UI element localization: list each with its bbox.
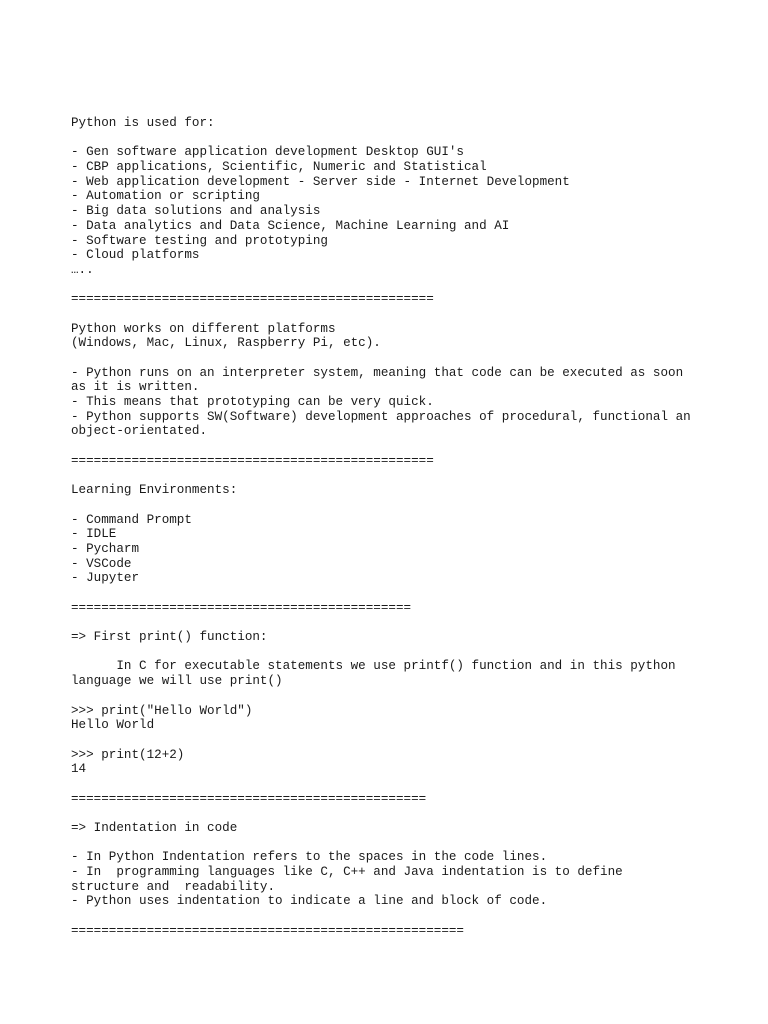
blank-line	[71, 645, 731, 660]
blank-line	[71, 469, 731, 484]
text-line: - Command Prompt	[71, 512, 192, 527]
text-line: - Python supports SW(Software) development approaches of procedural, functional an	[71, 409, 691, 424]
text-line: object-orientated.	[71, 424, 208, 439]
text-line: - Cloud platforms	[71, 248, 200, 263]
text-line: - In programming languages like C, C++ and Java indentation is to define	[71, 865, 623, 880]
blank-line	[71, 689, 731, 704]
text-line: - Big data solutions and analysis	[71, 204, 321, 219]
text-line: =============================================	[71, 600, 412, 615]
blank-line	[71, 806, 731, 821]
blank-line	[71, 351, 731, 366]
text-line: >>> print(12+2)	[71, 747, 185, 762]
text-line: ================================================	[71, 453, 434, 468]
text-line: …..	[71, 262, 94, 277]
text-line: - Python runs on an interpreter system, meaning that code can be executed as soon	[71, 365, 684, 380]
text-line: - CBP applications, Scientific, Numeric and Statistical	[71, 160, 487, 175]
text-line: In C for executable statements we use printf() function and in this python	[71, 659, 676, 674]
blank-line	[71, 498, 731, 513]
text-line: => Indentation in code	[71, 821, 238, 835]
blank-line	[71, 836, 731, 851]
text-line: (Windows, Mac, Linux, Raspberry Pi, etc).	[71, 336, 381, 351]
text-line: - Automation or scripting	[71, 189, 260, 204]
text-line: - Pycharm	[71, 541, 140, 556]
blank-line	[71, 131, 731, 146]
text-line: - Jupyter	[71, 571, 140, 586]
text-line: 14	[71, 762, 87, 777]
blank-line	[71, 777, 731, 792]
document-text	[71, 116, 731, 939]
text-line: - Python uses indentation to indicate a line and block of code.	[71, 894, 548, 909]
text-line: ================================================	[71, 292, 434, 307]
text-line: - Software testing and prototyping	[71, 233, 328, 248]
blank-line	[71, 909, 731, 924]
text-line: Hello World	[71, 718, 155, 733]
blank-line	[71, 586, 731, 601]
text-line: ====================================================	[71, 923, 464, 938]
blank-line	[71, 733, 731, 748]
text-line: Python works on different platforms	[71, 321, 336, 336]
blank-line	[71, 307, 731, 322]
text-line: - Gen software application development Desktop GUI's	[71, 145, 464, 160]
text-line: - VSCode	[71, 556, 132, 571]
blank-line	[71, 278, 731, 293]
blank-line	[71, 615, 731, 630]
text-line: => First print() function:	[71, 630, 268, 645]
text-line: - This means that prototyping can be very quick.	[71, 395, 434, 410]
text-line: language we will use print()	[71, 674, 283, 689]
text-line: ===============================================	[71, 791, 427, 806]
text-line: structure and readability.	[71, 879, 276, 894]
text-line: - Web application development - Server side - Internet Development	[71, 174, 570, 189]
text-line: - In Python Indentation refers to the spaces in the code lines.	[71, 850, 548, 865]
text-line: Python is used for:	[71, 116, 215, 130]
text-line: - IDLE	[71, 527, 117, 542]
text-line: Learning Environments:	[71, 483, 238, 498]
text-line: >>> print("Hello World")	[71, 703, 253, 718]
blank-line	[71, 439, 731, 454]
text-line: - Data analytics and Data Science, Machine Learning and AI	[71, 218, 510, 233]
text-line: as it is written.	[71, 380, 200, 395]
